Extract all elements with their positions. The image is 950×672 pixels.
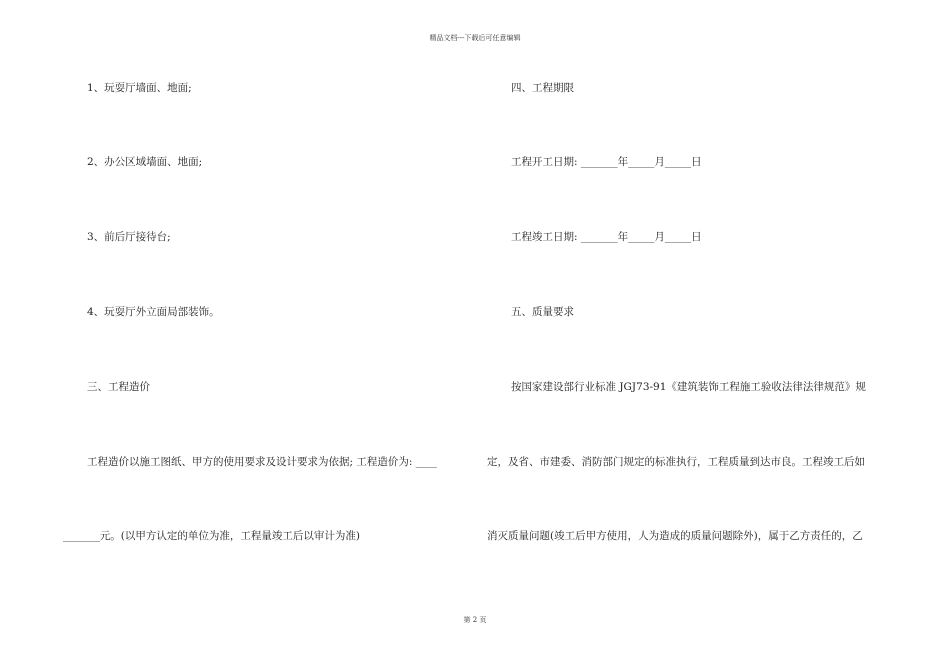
right-line-start-date: 工程开工日期: _______年_____月_____日	[511, 156, 702, 168]
left-section-heading: 三、工程造价	[87, 381, 150, 393]
page-footer: 第 2 页	[463, 616, 487, 624]
left-line-7: _______元。(以甲方认定的单位为准，工程量竣工后以审计为准)	[63, 530, 360, 542]
left-line-4: 4、玩耍厅外立面局部装饰。	[87, 306, 220, 318]
left-line-3: 3、前后厅接待台;	[87, 231, 171, 243]
right-line-7: 消灭质量问题(竣工后甲方使用，人为造成的质量问题除外)，属于乙方责任的，乙	[487, 530, 863, 542]
page-header: 精品文档---下载后可任意编辑	[429, 34, 521, 42]
right-line-5: 按国家建设部行业标准 JGJ73-91《建筑装饰工程施工验收法律法律规范》规	[511, 381, 866, 393]
right-section-heading-2: 五、质量要求	[511, 306, 574, 318]
left-line-2: 2、办公区域墙面、地面;	[87, 156, 203, 168]
right-section-heading-1: 四、工程期限	[511, 82, 574, 94]
left-line-6: 工程造价以施工图纸、甲方的使用要求及设计要求为依据; 工程造价为: ____	[87, 456, 437, 468]
right-line-end-date: 工程竣工日期: _______年_____月_____日	[511, 231, 702, 243]
left-line-1: 1、玩耍厅墙面、地面;	[87, 82, 192, 94]
right-line-6: 定，及省、市建委、消防部门规定的标准执行，工程质量到达市良。工程竣工后如	[487, 456, 865, 468]
